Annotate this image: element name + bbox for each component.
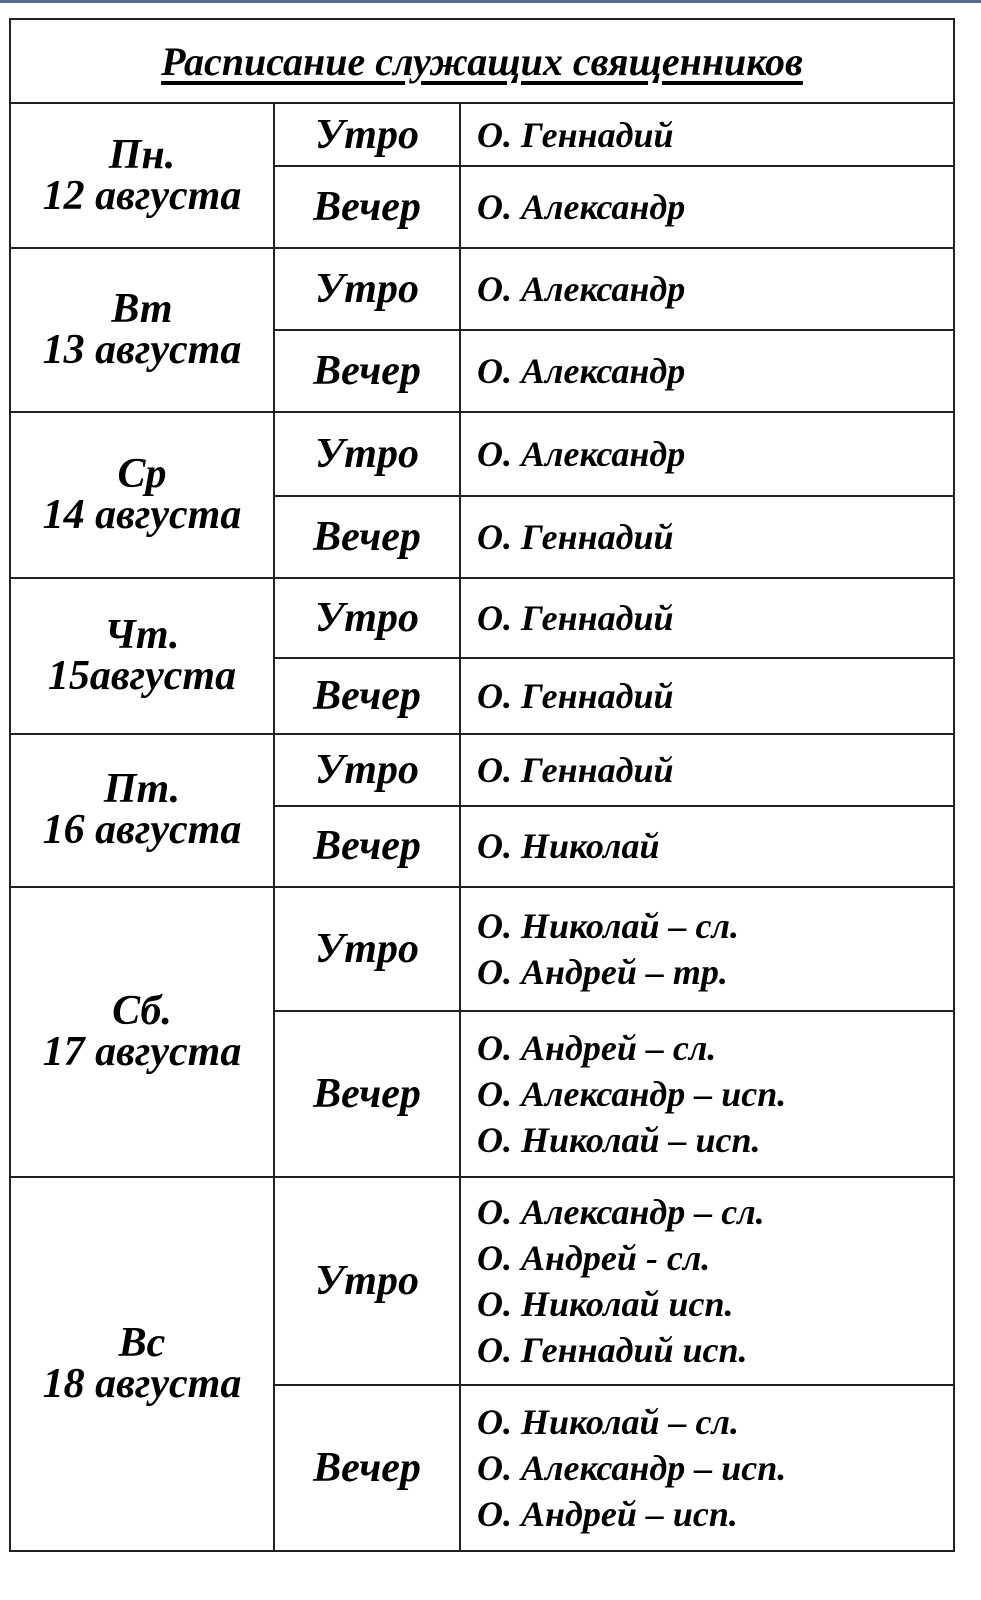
day-date: 16 августа	[42, 807, 242, 854]
priest-name: О. Николай исп.	[477, 1283, 734, 1324]
priest-name: О. Николай – исп.	[477, 1119, 761, 1160]
priest-cell	[460, 103, 954, 166]
priest-cell	[460, 166, 954, 248]
schedule-title: Расписание служащих священников	[161, 38, 803, 84]
day-name: Вт	[111, 286, 173, 333]
priest-name: О. Геннадий	[477, 750, 674, 791]
day-date: 14 августа	[42, 492, 242, 539]
schedule-row	[10, 887, 954, 1011]
part-label: Вечер	[274, 166, 460, 248]
schedule-table	[9, 18, 955, 1552]
day-cell	[10, 734, 274, 886]
day-date: 15августа	[47, 653, 237, 700]
priest-name: О. Александр – сл.	[477, 1191, 765, 1232]
priest-cell	[460, 806, 954, 886]
schedule-row	[10, 578, 954, 658]
priest-name: О. Геннадий	[477, 114, 674, 155]
day-cell	[10, 887, 274, 1177]
day-name: Пт.	[103, 766, 181, 813]
day-cell	[10, 578, 274, 734]
priest-cell	[460, 496, 954, 578]
day-cell	[10, 1177, 274, 1551]
part-label: Утро	[274, 887, 460, 1011]
part-label: Утро	[274, 103, 460, 166]
priest-name: О. Андрей – исп.	[477, 1493, 738, 1534]
schedule-row	[10, 1177, 954, 1385]
priest-name: О. Николай – сл.	[477, 905, 739, 946]
day-name: Сб.	[112, 987, 172, 1034]
priest-name: О. Геннадий	[477, 676, 674, 717]
part-label: Вечер	[274, 658, 460, 734]
schedule-row	[10, 248, 954, 330]
part-label: Утро	[274, 248, 460, 330]
priest-name: О. Николай	[477, 826, 660, 867]
priest-name: О. Андрей – тр.	[477, 951, 728, 992]
part-label: Утро	[274, 1177, 460, 1385]
priest-cell	[460, 330, 954, 412]
priest-name: О. Геннадий	[477, 517, 674, 558]
schedule-row	[10, 412, 954, 496]
day-cell	[10, 412, 274, 578]
priest-cell	[460, 412, 954, 496]
priest-name: О. Александр	[477, 434, 686, 475]
part-label: Вечер	[274, 1011, 460, 1177]
priest-name: О. Александр	[477, 351, 686, 392]
day-date: 17 августа	[42, 1028, 242, 1075]
priest-name: О. Александр – исп.	[477, 1073, 787, 1114]
day-name: Пн.	[108, 131, 176, 178]
title-cell	[10, 19, 954, 103]
day-name: Чт.	[104, 612, 180, 659]
schedule-row	[10, 734, 954, 806]
priest-name: О. Александр	[477, 269, 686, 310]
priest-name: О. Александр	[477, 187, 686, 228]
day-date: 13 августа	[42, 327, 242, 374]
priest-cell	[460, 658, 954, 734]
part-label: Вечер	[274, 330, 460, 412]
day-cell	[10, 248, 274, 412]
part-label: Утро	[274, 412, 460, 496]
priest-cell	[460, 1177, 954, 1385]
day-name: Ср	[117, 451, 167, 498]
priest-name: О. Геннадий исп.	[477, 1329, 748, 1370]
day-cell	[10, 103, 274, 248]
part-label: Вечер	[274, 806, 460, 886]
priest-cell	[460, 1011, 954, 1177]
priest-name: О. Николай – сл.	[477, 1401, 739, 1442]
day-date: 12 августа	[42, 172, 242, 219]
day-date: 18 августа	[42, 1360, 242, 1407]
priest-name: О. Андрей – сл.	[477, 1027, 717, 1068]
priest-name: О. Андрей - сл.	[477, 1237, 711, 1278]
priest-name: О. Александр – исп.	[477, 1447, 787, 1488]
schedule-row	[10, 103, 954, 166]
part-label: Вечер	[274, 1385, 460, 1551]
priest-cell	[460, 248, 954, 330]
part-label: Утро	[274, 578, 460, 658]
priest-cell	[460, 578, 954, 658]
day-name: Вс	[118, 1319, 166, 1366]
part-label: Утро	[274, 734, 460, 806]
priest-cell	[460, 887, 954, 1011]
top-border-line	[0, 0, 981, 3]
priest-name: О. Геннадий	[477, 598, 674, 639]
priest-cell	[460, 734, 954, 806]
part-label: Вечер	[274, 496, 460, 578]
priest-cell	[460, 1385, 954, 1551]
